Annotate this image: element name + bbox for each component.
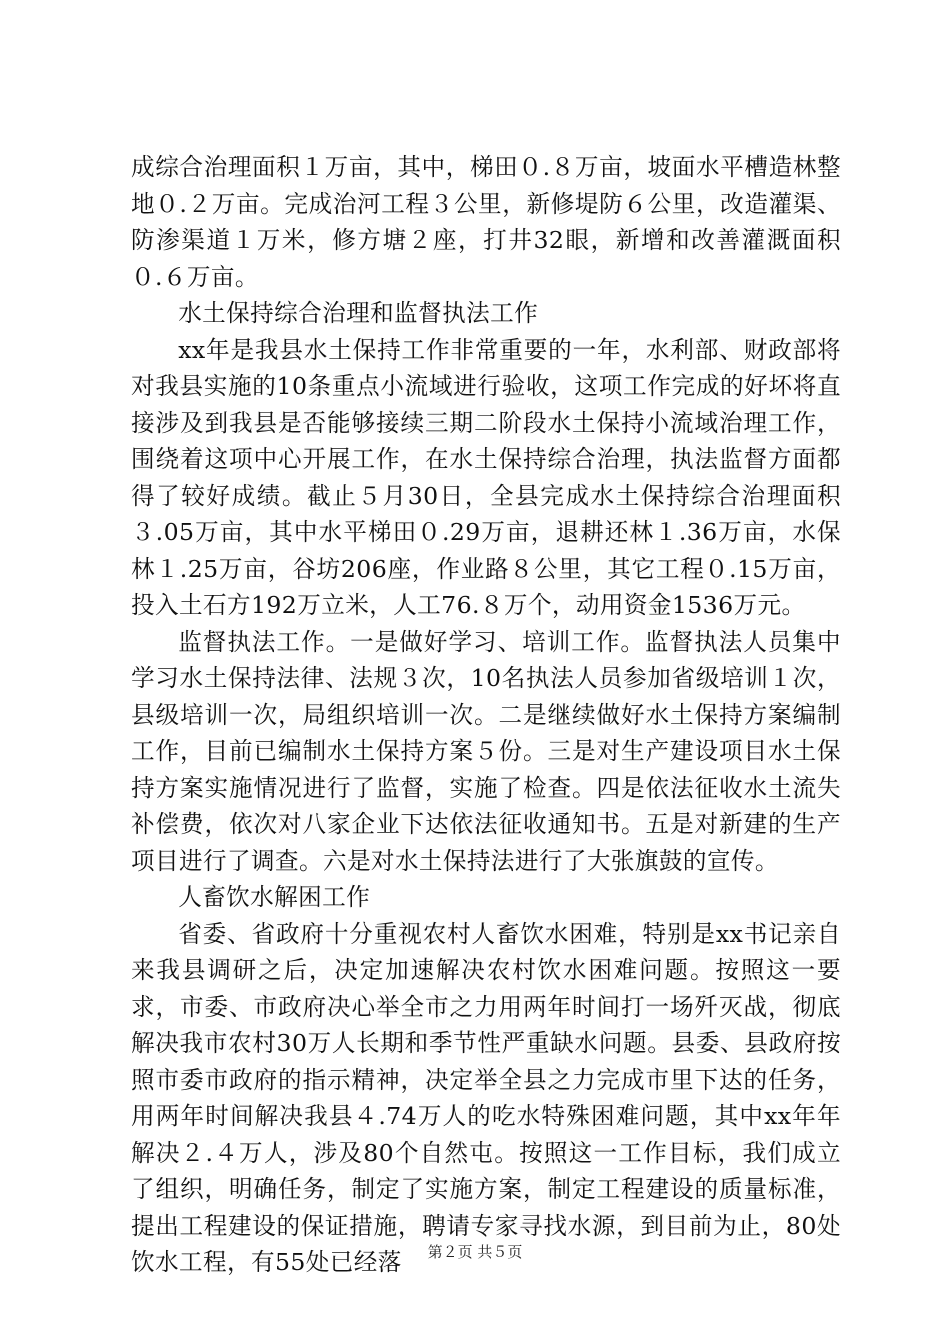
paragraph-treatment-summary: 成综合治理面积１万亩，其中，梯田０.８万亩，坡面水平槽造林整地０.２万亩。完成治河工程３公里，新修堤防６公里，改造灌渠、防渗渠道１万米，修方塘２座，打井32眼，新增和改善灌溉面积０.６万亩。 xyxy=(131,153,841,291)
document-body xyxy=(131,149,841,1281)
section-heading-drinking-water: 人畜饮水解困工作 xyxy=(178,883,371,911)
paragraph-drinking-water: 省委、省政府十分重视农村人畜饮水困难，特别是xx书记亲自来我县调研之后，决定加速解决农村饮水困难问题。按照这一要求，市委、市政府决心举全市之力用两年时间打一场歼灭战，彻底解决我市农村30万人长期和季节性严重缺水问题。县委、县政府按照市委市政府的指示精神，决定举全县之力完成市里下达的任务，用两年时间解决我县４.74万人的吃水特殊困难问题，其中xx年年解决２.４万人，涉及80个自然屯。按照这一工作目标，我们成立了组织，明确任务，制定了实施方案，制定工程建设的质量标准，提出工程建设的保证措施，聘请专家寻找水源，到目前为止，80处饮水工程，有55处已经落 xyxy=(131,919,841,1276)
paragraph-supervision-enforcement: 监督执法工作。一是做好学习、培训工作。监督执法人员集中学习水土保持法律、法规３次，10名执法人员参加省级培训１次，县级培训一次，局组织培训一次。二是继续做好水土保持方案编制工作，目前已编制水土保持方案５份。三是对生产建设项目水土保持方案实施情况进行了监督，实施了检查。四是依法征收水土流失补偿费，依次对八家企业下达依法征收通知书。五是对新建的生产项目进行了调查。六是对水土保持法进行了大张旗鼓的宣传。 xyxy=(131,627,841,875)
page-number-footer: 第２页 共５页 xyxy=(427,1243,523,1261)
section-heading-soil-conservation: 水土保持综合治理和监督执法工作 xyxy=(178,299,539,327)
paragraph-soil-conservation: xx年是我县水土保持工作非常重要的一年，水利部、财政部将对我县实施的10条重点小流域进行验收，这项工作完成的好坏将直接涉及到我县是否能够接续三期二阶段水土保持小流域治理工作，围绕着这项中心开展工作，在水土保持综合治理，执法监督方面都得了较好成绩。截止５月30日，全县完成水土保持综合治理面积３.05万亩，其中水平梯田０.29万亩，退耕还林１.36万亩，水保林１.25万亩，谷坊206座，作业路８公里，其它工程０.15万亩，投入土石方192万立米，人工76.８万个，动用资金1536万元。 xyxy=(131,335,841,619)
